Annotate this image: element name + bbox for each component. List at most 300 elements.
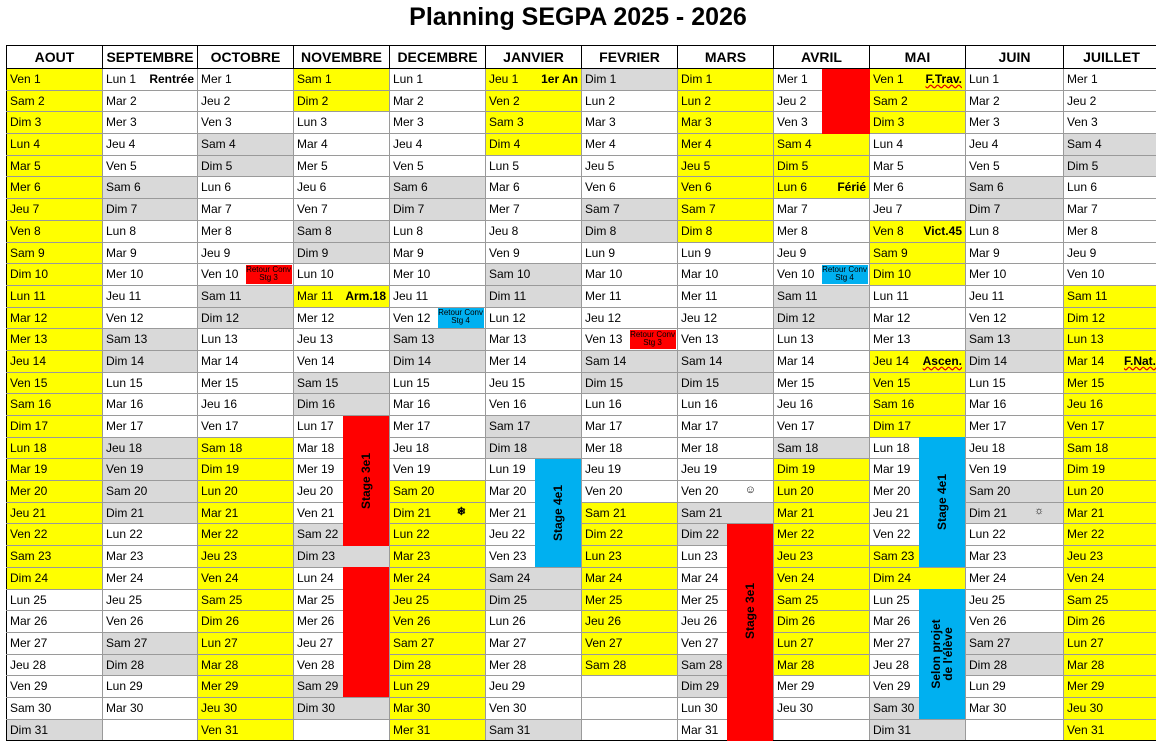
day-cell bbox=[966, 676, 1064, 698]
day-cell bbox=[774, 524, 870, 546]
day-label: Jeu 30 bbox=[1067, 700, 1104, 715]
day-cell bbox=[390, 264, 486, 286]
day-cell bbox=[198, 177, 294, 199]
holiday-note: Rentrée bbox=[149, 72, 194, 86]
day-cell bbox=[390, 69, 486, 91]
day-cell bbox=[774, 329, 870, 351]
day-label: Jeu 9 bbox=[1067, 245, 1097, 260]
day-cell bbox=[198, 285, 294, 307]
day-cell bbox=[198, 632, 294, 654]
stage-block bbox=[822, 69, 870, 134]
day-cell bbox=[774, 350, 870, 372]
day-label: Sam 28 bbox=[681, 657, 723, 672]
day-label: Mer 1 bbox=[201, 72, 232, 86]
planning-table bbox=[6, 45, 1156, 741]
day-cell bbox=[7, 697, 103, 719]
day-label: Sam 20 bbox=[393, 484, 435, 499]
day-cell bbox=[582, 199, 678, 221]
day-cell bbox=[390, 502, 486, 524]
day-label: Ven 26 bbox=[106, 614, 144, 629]
day-label: Ven 16 bbox=[489, 397, 527, 412]
day-cell bbox=[7, 459, 103, 481]
day-cell bbox=[7, 307, 103, 329]
day-cell bbox=[198, 502, 294, 524]
day-cell bbox=[7, 350, 103, 372]
day-label: Mer 10 bbox=[393, 267, 431, 282]
day-cell bbox=[103, 199, 198, 221]
day-cell bbox=[774, 437, 870, 459]
day-cell bbox=[1064, 567, 1156, 589]
day-cell bbox=[390, 567, 486, 589]
day-cell bbox=[1064, 264, 1156, 286]
day-cell bbox=[198, 481, 294, 503]
stage-block bbox=[727, 697, 773, 740]
day-label: Ven 3 bbox=[1067, 115, 1098, 130]
day-label: Ven 19 bbox=[969, 462, 1007, 477]
day-label: Lun 11 bbox=[873, 288, 909, 303]
day-label: Dim 10 bbox=[10, 267, 49, 282]
day-label: Jeu 5 bbox=[681, 158, 711, 173]
day-label: Sam 6 bbox=[393, 180, 428, 195]
day-label: Sam 17 bbox=[489, 419, 531, 433]
day-label: Jeu 11 bbox=[393, 288, 429, 303]
day-cell bbox=[390, 372, 486, 394]
day-label: Lun 3 bbox=[297, 115, 328, 130]
day-cell bbox=[582, 589, 678, 611]
day-cell bbox=[103, 589, 198, 611]
day-cell bbox=[7, 394, 103, 416]
smiley-icon: ☺ bbox=[744, 483, 756, 496]
day-cell bbox=[870, 199, 966, 221]
day-label: Lun 15 bbox=[969, 375, 1006, 390]
day-cell bbox=[582, 90, 678, 112]
month-header: AVRIL bbox=[774, 46, 870, 69]
day-label: Ven 29 bbox=[10, 679, 48, 694]
day-label: Jeu 6 bbox=[297, 180, 327, 195]
day-label: Mer 11 bbox=[585, 288, 622, 303]
day-label: Lun 17 bbox=[297, 419, 334, 433]
month-header: SEPTEMBRE bbox=[103, 46, 198, 69]
day-label: Ven 24 bbox=[777, 570, 815, 585]
day-cell bbox=[390, 329, 486, 351]
month-header: AOUT bbox=[7, 46, 103, 69]
day-label: Lun 5 bbox=[489, 158, 520, 173]
day-label: Jeu 11 bbox=[969, 288, 1005, 303]
day-cell bbox=[966, 524, 1064, 546]
day-label: Mer 25 bbox=[585, 592, 623, 607]
day-label: Mer 28 bbox=[489, 657, 527, 672]
day-cell bbox=[870, 350, 966, 372]
day-label: Lun 29 bbox=[393, 679, 430, 694]
day-label: Mer 4 bbox=[681, 137, 712, 152]
page-title: Planning SEGPA 2025 - 2026 bbox=[409, 3, 747, 31]
day-cell bbox=[678, 329, 774, 351]
stage-label: Stage 4e1 bbox=[935, 474, 950, 531]
day-label: Ven 27 bbox=[585, 635, 623, 650]
day-label: Jeu 4 bbox=[393, 137, 423, 152]
day-cell bbox=[294, 69, 390, 91]
day-cell bbox=[198, 589, 294, 611]
day-cell bbox=[966, 481, 1064, 503]
day-label: Jeu 2 bbox=[201, 93, 231, 108]
day-cell bbox=[103, 350, 198, 372]
day-label: Ven 10 bbox=[1067, 267, 1105, 282]
day-label: Lun 29 bbox=[106, 679, 143, 694]
day-label: Lun 6 bbox=[201, 180, 232, 195]
day-cell bbox=[582, 220, 678, 242]
day-label: Dim 2 bbox=[297, 93, 329, 108]
day-cell bbox=[294, 546, 390, 568]
day-cell bbox=[678, 350, 774, 372]
day-cell bbox=[1064, 242, 1156, 264]
day-cell bbox=[870, 264, 966, 286]
day-label: Dim 15 bbox=[585, 375, 624, 390]
day-cell bbox=[486, 134, 582, 156]
retour-conv-badge: Retour Conv Stg 3 bbox=[246, 265, 292, 285]
day-cell bbox=[7, 155, 103, 177]
day-cell bbox=[1064, 459, 1156, 481]
day-label: Mar 23 bbox=[106, 549, 144, 564]
day-label: Sam 20 bbox=[106, 484, 148, 499]
day-label: Jeu 26 bbox=[681, 614, 718, 629]
day-cell bbox=[294, 285, 390, 307]
day-label: Jeu 7 bbox=[10, 202, 40, 217]
day-label: Mer 29 bbox=[201, 679, 239, 694]
month-header: MAI bbox=[870, 46, 966, 69]
day-cell bbox=[294, 264, 390, 286]
day-label: Lun 8 bbox=[106, 223, 137, 238]
day-label: Ven 30 bbox=[489, 700, 527, 715]
stage-block bbox=[919, 589, 965, 719]
day-cell bbox=[198, 220, 294, 242]
day-label: Mar 6 bbox=[489, 180, 520, 195]
day-row bbox=[7, 416, 1156, 438]
day-cell bbox=[678, 155, 774, 177]
day-cell bbox=[294, 242, 390, 264]
day-label: Ven 10 bbox=[777, 267, 815, 282]
day-cell bbox=[198, 69, 294, 91]
day-cell bbox=[390, 350, 486, 372]
day-cell bbox=[103, 481, 198, 503]
day-label: Mar 12 bbox=[873, 310, 911, 325]
stage-label: Stage 4e1 bbox=[551, 485, 566, 542]
day-label: Mer 6 bbox=[873, 180, 904, 195]
day-row bbox=[7, 285, 1156, 307]
day-label: Dim 26 bbox=[201, 614, 240, 629]
day-cell bbox=[774, 589, 870, 611]
day-label: Ven 15 bbox=[10, 375, 48, 390]
month-header: MARS bbox=[678, 46, 774, 69]
day-label: Mer 11 bbox=[681, 288, 718, 303]
day-cell bbox=[1064, 719, 1156, 741]
day-label: Mar 25 bbox=[297, 592, 335, 607]
day-label: Mar 28 bbox=[777, 657, 815, 672]
day-label: Mer 15 bbox=[1067, 375, 1105, 390]
holiday-note: Férié bbox=[837, 180, 866, 195]
day-label: Lun 18 bbox=[10, 440, 47, 455]
day-row bbox=[7, 589, 1156, 611]
day-cell bbox=[774, 676, 870, 698]
day-cell bbox=[966, 632, 1064, 654]
day-label: Ven 2 bbox=[489, 93, 520, 108]
day-label: Dim 16 bbox=[297, 397, 336, 412]
day-label: Sam 25 bbox=[1067, 592, 1109, 607]
day-cell bbox=[870, 155, 966, 177]
day-cell bbox=[486, 285, 582, 307]
day-label: Mer 15 bbox=[777, 375, 815, 390]
day-label: Mer 6 bbox=[10, 180, 41, 195]
day-cell bbox=[294, 112, 390, 134]
day-row bbox=[7, 112, 1156, 134]
day-label: Mer 25 bbox=[681, 592, 719, 607]
day-cell bbox=[390, 155, 486, 177]
day-cell bbox=[390, 546, 486, 568]
day-cell bbox=[390, 177, 486, 199]
day-label: Lun 12 bbox=[489, 310, 526, 325]
day-cell bbox=[103, 90, 198, 112]
day-label: Ven 12 bbox=[106, 310, 144, 325]
day-cell bbox=[7, 134, 103, 156]
snowflake-icon: ❄ bbox=[456, 506, 466, 519]
day-label: Dim 28 bbox=[969, 657, 1008, 672]
day-cell bbox=[198, 567, 294, 589]
day-label: Sam 29 bbox=[297, 679, 339, 694]
day-cell bbox=[774, 134, 870, 156]
day-label: Jeu 2 bbox=[1067, 93, 1097, 108]
day-label: Dim 5 bbox=[1067, 158, 1099, 173]
day-cell bbox=[678, 69, 774, 91]
day-label: Dim 24 bbox=[873, 570, 912, 585]
day-cell bbox=[1064, 112, 1156, 134]
day-cell bbox=[1064, 697, 1156, 719]
day-cell bbox=[486, 567, 582, 589]
day-cell bbox=[294, 719, 390, 741]
day-label: Mar 21 bbox=[1067, 505, 1105, 520]
day-cell bbox=[7, 567, 103, 589]
day-cell bbox=[486, 719, 582, 741]
day-label: Mer 31 bbox=[393, 722, 431, 737]
day-label: Sam 18 bbox=[777, 440, 819, 455]
day-label: Sam 6 bbox=[969, 180, 1004, 195]
stage-label: Stage 3e1 bbox=[359, 452, 374, 509]
day-cell bbox=[294, 90, 390, 112]
stage-label: Selon projet de l'élève bbox=[929, 619, 956, 689]
day-label: Ven 13 bbox=[585, 332, 623, 347]
day-label: Ven 9 bbox=[489, 245, 520, 260]
day-cell bbox=[486, 437, 582, 459]
day-cell bbox=[966, 611, 1064, 633]
day-cell bbox=[198, 697, 294, 719]
day-cell bbox=[774, 416, 870, 438]
day-cell bbox=[582, 676, 678, 698]
day-label: Mar 19 bbox=[873, 462, 911, 477]
day-label: Sam 30 bbox=[10, 700, 52, 715]
day-label: Mar 16 bbox=[393, 397, 431, 412]
day-label: Dim 7 bbox=[106, 202, 138, 217]
day-label: Dim 19 bbox=[1067, 462, 1106, 477]
day-label: Mer 20 bbox=[10, 484, 48, 499]
day-label: Ven 5 bbox=[393, 158, 424, 173]
day-label: Mer 3 bbox=[393, 115, 424, 130]
day-label: Jeu 9 bbox=[777, 245, 807, 260]
day-label: Dim 28 bbox=[106, 657, 145, 672]
day-cell bbox=[1064, 90, 1156, 112]
day-label: Dim 21 bbox=[106, 505, 145, 520]
day-label: Ven 12 bbox=[393, 310, 431, 325]
day-cell bbox=[774, 719, 870, 741]
day-cell bbox=[1064, 416, 1156, 438]
day-cell bbox=[103, 285, 198, 307]
day-cell bbox=[774, 632, 870, 654]
day-label: Mar 23 bbox=[969, 549, 1007, 564]
day-label: Jeu 2 bbox=[777, 93, 807, 108]
day-label: Dim 25 bbox=[489, 592, 528, 607]
day-label: Lun 10 bbox=[297, 267, 334, 282]
day-cell bbox=[774, 199, 870, 221]
day-cell bbox=[7, 177, 103, 199]
day-label: Sam 22 bbox=[297, 527, 339, 542]
day-cell bbox=[870, 69, 966, 91]
day-label: Sam 18 bbox=[201, 440, 243, 455]
day-label: Lun 22 bbox=[969, 527, 1006, 542]
day-label: Sam 27 bbox=[106, 635, 148, 650]
day-cell bbox=[486, 155, 582, 177]
day-cell bbox=[870, 112, 966, 134]
day-label: Mer 15 bbox=[201, 375, 239, 390]
day-label: Jeu 20 bbox=[297, 484, 334, 499]
day-cell bbox=[582, 350, 678, 372]
day-cell bbox=[1064, 611, 1156, 633]
day-cell bbox=[582, 285, 678, 307]
day-row bbox=[7, 697, 1156, 719]
day-cell bbox=[390, 719, 486, 741]
day-label: Mer 13 bbox=[10, 332, 48, 347]
day-cell bbox=[678, 416, 774, 438]
day-cell bbox=[678, 285, 774, 307]
day-label: Mar 28 bbox=[201, 657, 239, 672]
day-label: Sam 4 bbox=[201, 137, 236, 152]
day-cell bbox=[870, 220, 966, 242]
day-row bbox=[7, 676, 1156, 698]
day-label: Mer 8 bbox=[777, 223, 808, 238]
retour-conv-badge: Retour Conv Stg 4 bbox=[438, 308, 484, 328]
day-cell bbox=[7, 264, 103, 286]
day-label: Mer 27 bbox=[10, 635, 48, 650]
day-label: Mar 31 bbox=[681, 722, 719, 737]
month-header: JUIN bbox=[966, 46, 1064, 69]
holiday-note: Ascen. bbox=[922, 353, 962, 368]
day-cell bbox=[103, 372, 198, 394]
day-label: Sam 4 bbox=[1067, 137, 1102, 152]
day-label: Sam 4 bbox=[777, 137, 812, 152]
day-cell bbox=[870, 372, 966, 394]
day-cell bbox=[582, 481, 678, 503]
holiday-note: Arm.18 bbox=[345, 288, 386, 303]
day-label: Lun 6 bbox=[1067, 180, 1098, 195]
day-row bbox=[7, 69, 1156, 91]
day-label: Mar 3 bbox=[585, 115, 616, 130]
day-label: Dim 3 bbox=[873, 115, 905, 130]
day-label: Mer 18 bbox=[681, 440, 719, 455]
day-label: Mar 26 bbox=[10, 614, 48, 629]
day-label: Dim 22 bbox=[585, 527, 624, 542]
day-cell bbox=[486, 264, 582, 286]
day-label: Ven 13 bbox=[681, 332, 719, 347]
day-label: Mar 9 bbox=[969, 245, 1000, 260]
day-cell bbox=[486, 372, 582, 394]
day-label: Mer 24 bbox=[969, 570, 1007, 585]
day-label: Dim 30 bbox=[297, 700, 336, 715]
day-label: Lun 2 bbox=[681, 93, 712, 108]
day-cell bbox=[582, 394, 678, 416]
day-cell bbox=[7, 589, 103, 611]
day-cell bbox=[7, 242, 103, 264]
day-cell bbox=[103, 567, 198, 589]
day-label: Sam 18 bbox=[1067, 440, 1109, 455]
day-cell bbox=[870, 307, 966, 329]
day-label: Sam 16 bbox=[873, 397, 915, 412]
day-cell bbox=[966, 69, 1064, 91]
day-cell bbox=[7, 481, 103, 503]
day-cell bbox=[774, 481, 870, 503]
day-label: Mer 8 bbox=[201, 223, 232, 238]
day-label: Sam 3 bbox=[489, 115, 524, 130]
day-cell bbox=[678, 242, 774, 264]
day-label: Dim 12 bbox=[201, 310, 240, 325]
day-label: Sam 1 bbox=[297, 72, 332, 86]
day-cell bbox=[966, 437, 1064, 459]
day-label: Mer 29 bbox=[1067, 679, 1105, 694]
day-cell bbox=[103, 242, 198, 264]
day-label: Lun 4 bbox=[873, 137, 904, 152]
day-cell bbox=[678, 199, 774, 221]
planning-body bbox=[7, 69, 1156, 741]
day-label: Mer 18 bbox=[585, 440, 623, 455]
day-cell bbox=[7, 90, 103, 112]
day-label: Mer 10 bbox=[969, 267, 1007, 282]
day-cell bbox=[294, 394, 390, 416]
stage-block bbox=[343, 567, 389, 697]
day-label: Ven 10 bbox=[201, 267, 239, 282]
day-cell bbox=[774, 459, 870, 481]
day-label: Ven 22 bbox=[873, 527, 911, 542]
month-header: NOVEMBRE bbox=[294, 46, 390, 69]
day-label: Ven 3 bbox=[201, 115, 232, 130]
day-label: Ven 20 bbox=[681, 484, 719, 499]
day-label: Lun 24 bbox=[297, 570, 334, 585]
day-cell bbox=[966, 285, 1064, 307]
day-label: Mer 26 bbox=[297, 614, 335, 629]
day-cell bbox=[582, 654, 678, 676]
day-cell bbox=[870, 719, 966, 741]
day-cell bbox=[1064, 589, 1156, 611]
day-label: Mar 26 bbox=[873, 614, 911, 629]
day-label: Lun 22 bbox=[106, 527, 143, 542]
day-label: Ven 6 bbox=[585, 180, 616, 195]
day-row bbox=[7, 437, 1156, 459]
day-cell bbox=[774, 394, 870, 416]
day-label: Mer 29 bbox=[777, 679, 815, 694]
day-label: Jeu 13 bbox=[297, 332, 334, 347]
day-cell bbox=[1064, 372, 1156, 394]
day-label: Sam 13 bbox=[106, 332, 148, 347]
day-cell bbox=[966, 112, 1064, 134]
day-cell bbox=[390, 285, 486, 307]
day-cell bbox=[198, 307, 294, 329]
day-cell bbox=[582, 242, 678, 264]
day-row bbox=[7, 350, 1156, 372]
day-label: Jeu 14 bbox=[873, 353, 910, 368]
